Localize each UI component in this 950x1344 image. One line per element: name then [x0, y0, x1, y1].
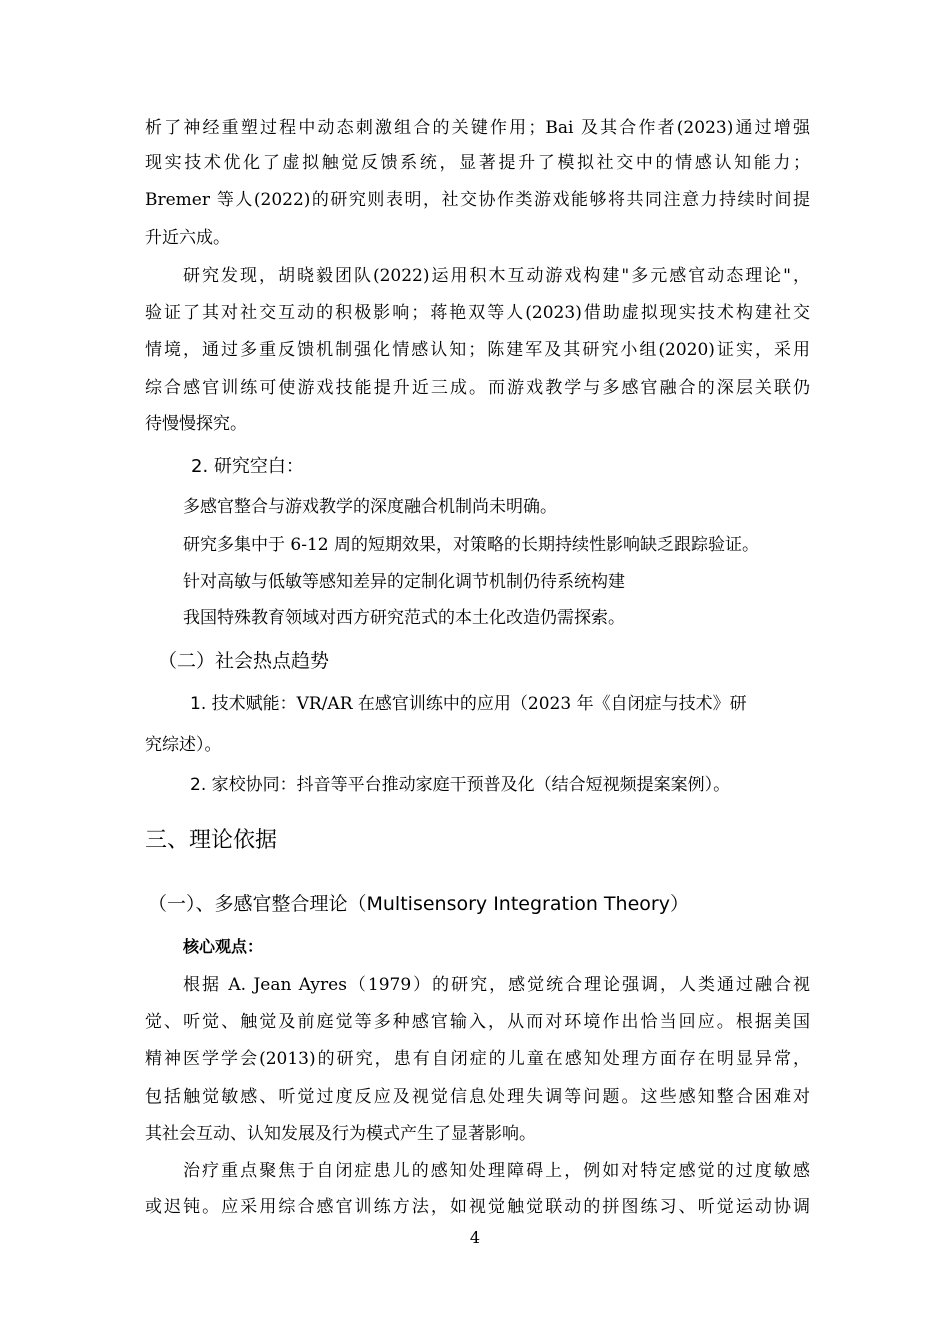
trends-heading: （二）社会热点趋势: [158, 650, 330, 672]
gap-item-2: 研究多集中于 6-12 周的短期效果，对策略的长期持续性影响缺乏跟踪验证。: [183, 535, 759, 555]
theory-p2-line-1: 治疗重点聚焦于自闭症患儿的感知处理障碍上，例如对特定感觉的过度敏感: [183, 1161, 810, 1181]
core-viewpoint-label: 核心观点：: [183, 937, 264, 956]
theory-p1-line-5: 其社会互动、认知发展及行为模式产生了显著影响。: [145, 1124, 536, 1144]
gap-heading: 2. 研究空白：: [191, 456, 304, 477]
gap-item-4: 我国特殊教育领域对西方研究范式的本土化改造仍需探索。: [183, 608, 625, 628]
gap-item-3: 针对高敏与低敏等感知差异的定制化调节机制仍待系统构建: [183, 572, 625, 592]
gap-item-1: 多感官整合与游戏教学的深度融合机制尚未明确。: [183, 497, 557, 517]
theory-p1-line-4: 包括触觉敏感、听觉过度反应及视觉信息处理失调等问题。这些感知整合困难对: [145, 1087, 810, 1107]
para2-line-5: 待慢慢探究。: [145, 414, 247, 434]
trend-item-1-lead: 1. 技术赋能：: [190, 694, 297, 714]
section-heading-theory: 三、理论依据: [145, 828, 278, 853]
trend-item-1-text: VR/AR 在感官训练中的应用（2023 年《自闭症与技术》研: [296, 694, 747, 714]
theory-p1-line-1: 根据 A. Jean Ayres（1979）的研究，感觉统合理论强调，人类通过融合视: [183, 975, 810, 995]
theory-p1-line-2: 觉、听觉、触觉及前庭觉等多种感官输入，从而对环境作出恰当回应。根据美国: [145, 1012, 810, 1032]
para1-line-4: 升近六成。: [145, 228, 230, 248]
theory-p1-line-3: 精神医学学会(2013)的研究，患有自闭症的儿童在感知处理方面存在明显异常，: [145, 1049, 810, 1069]
page-number: 4: [469, 1228, 481, 1247]
para1-line-3: Bremer 等人(2022)的研究则表明，社交协作类游戏能够将共同注意力持续时间提: [145, 190, 810, 210]
subsection-heading-multisensory: （一）、多感官整合理论（Multisensory Integration Theory）: [148, 893, 689, 915]
trend-item-1-cont: 究综述）。: [145, 735, 222, 755]
para2-line-3: 情境，通过多重反馈机制强化情感认知；陈建军及其研究小组(2020)证实，采用: [145, 340, 810, 360]
trend-item-2: [190, 773, 810, 797]
trend-item-2-lead: 2. 家校协同：: [190, 775, 297, 795]
para2-line-2: 验证了其对社交互动的积极影响；蒋艳双等人(2023)借助虚拟现实技术构建社交: [145, 303, 810, 323]
trend-item-2-text: 抖音等平台推动家庭干预普及化（结合短视频提案案例）。: [296, 775, 731, 795]
para2-line-4: 综合感官训练可使游戏技能提升近三成。而游戏教学与多感官融合的深层关联仍: [145, 378, 810, 398]
trend-item-1: [190, 692, 810, 716]
theory-p2-line-2: 或迟钝。应采用综合感官训练方法，如视觉触觉联动的拼图练习、听觉运动协调: [145, 1197, 810, 1217]
para2-line-1: 研究发现，胡晓毅团队(2022)运用积木互动游戏构建"多元感官动态理论"，: [183, 266, 810, 286]
para1-line-1: 析了神经重塑过程中动态刺激组合的关键作用；Bai 及其合作者(2023)通过增强: [145, 118, 810, 138]
para1-line-2: 现实技术优化了虚拟触觉反馈系统，显著提升了模拟社交中的情感认知能力；: [145, 153, 810, 173]
